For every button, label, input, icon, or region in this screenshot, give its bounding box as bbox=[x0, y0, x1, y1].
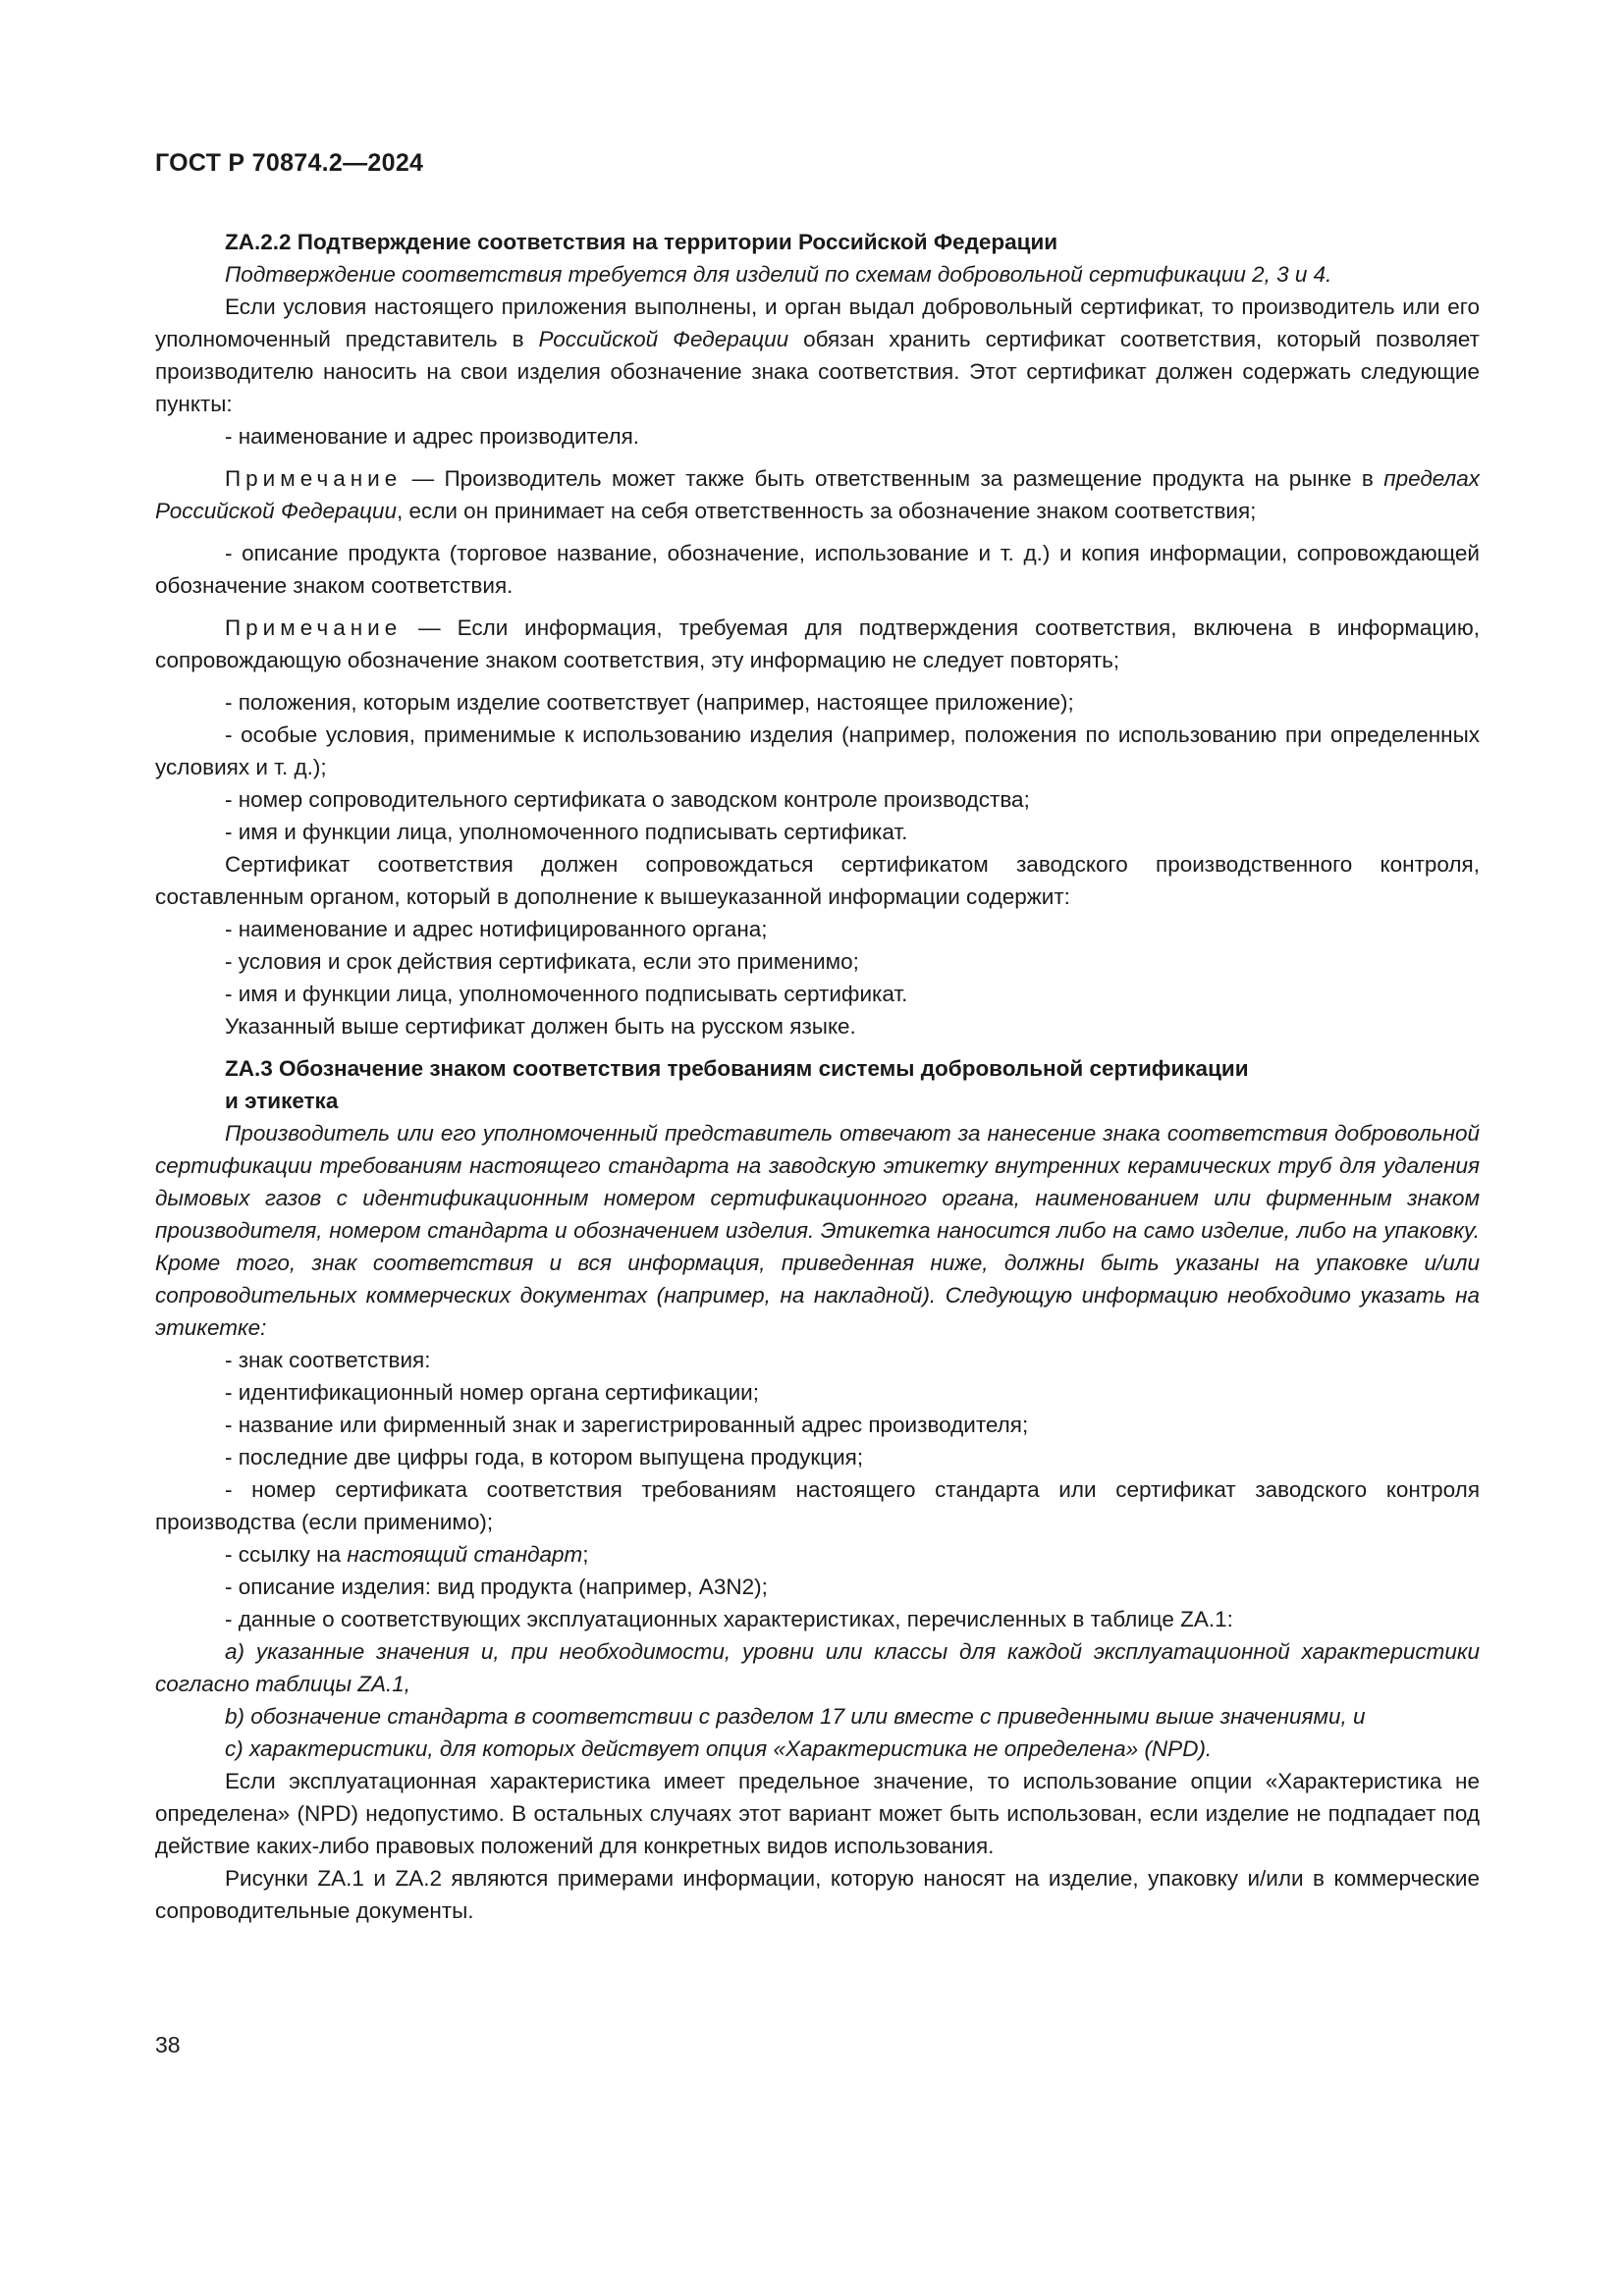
text-run: — Производитель может также быть ответственным за размещение продукта на рынке в bbox=[402, 466, 1384, 491]
list-item: - название или фирменный знак и зарегистрированный адрес производителя; bbox=[225, 1413, 1029, 1437]
text-run: - ссылку на bbox=[225, 1542, 348, 1567]
list-item: - последние две цифры года, в котором выпущена продукция; bbox=[225, 1445, 864, 1469]
list-item: - знак соответствия: bbox=[225, 1348, 431, 1372]
note-label: Примечание bbox=[225, 466, 403, 491]
list-item: - описание продукта (торговое название, обозначение, использование и т. д.) и копия информации, сопровождающей обозначение знаком соответствия. bbox=[155, 541, 1480, 598]
text-run: , если он принимает на себя ответственность за обозначение знаком соответствия; bbox=[396, 499, 1257, 523]
section-heading-za22: ZA.2.2 Подтверждение соответствия на территории Российской Федерации bbox=[225, 230, 1058, 254]
sub-item: b) обозначение стандарта в соответствии с разделом 17 или вместе с приведенными выше значениями, и bbox=[225, 1704, 1366, 1729]
text-run-italic: пределах Российской Федерации bbox=[155, 466, 1480, 523]
heading-line: и этикетка bbox=[225, 1089, 339, 1113]
list-item: - имя и функции лица, уполномоченного подписывать сертификат. bbox=[225, 982, 908, 1006]
list-item: - данные о соответствующих эксплуатационных характеристиках, перечисленных в таблице ZA.1: bbox=[225, 1607, 1233, 1631]
paragraph bbox=[155, 291, 1480, 420]
list-item bbox=[155, 1538, 1480, 1571]
text-run: ; bbox=[582, 1542, 589, 1567]
section-intro: Производитель или его уполномоченный представитель отвечают за нанесение знака соответствия добровольной сертификации требованиям настоящего стандарта на заводскую этикетку внутренних керамических труб для удаления дымовых газов с идентификационным номером сертификационного органа, наименованием или фирменным знаком производителя, номером стандарта и обозначением изделия. Этикетка наносится либо на само изделие, либо на упаковку. Кроме того, знак соответствия и вся информация, приведенная ниже, должны быть указаны на упаковке и/или сопроводительных коммерческих документах (например, на накладной). Следующую информацию необходимо указать на этикетке: bbox=[155, 1121, 1480, 1340]
list-item: - положения, которым изделие соответствует (например, настоящее приложение); bbox=[225, 690, 1074, 715]
list-item: - наименование и адрес производителя. bbox=[225, 424, 640, 449]
section-intro: Подтверждение соответствия требуется для изделий по схемам добровольной сертификации 2, 3 и 4. bbox=[225, 262, 1332, 287]
paragraph: Сертификат соответствия должен сопровождаться сертификатом заводского производственного контроля, составленным органом, который в дополнение к вышеуказанной информации содержит: bbox=[155, 852, 1480, 909]
list-item: - имя и функции лица, уполномоченного подписывать сертификат. bbox=[225, 820, 908, 844]
paragraph: Рисунки ZA.1 и ZA.2 являются примерами информации, которую наносят на изделие, упаковку и/или в коммерческие сопроводительные документы. bbox=[155, 1866, 1480, 1923]
document-id: ГОСТ Р 70874.2—2024 bbox=[155, 149, 424, 177]
note-label: Примечание bbox=[225, 615, 403, 640]
text-run: — Если информация, требуемая для подтверждения соответствия, включена в информацию, сопровождающую обозначение знаком соответствия, эту информацию не следует повторять; bbox=[155, 615, 1480, 672]
text-run-italic: настоящий стандарт bbox=[347, 1542, 583, 1567]
text-run-italic: Российской Федерации bbox=[538, 327, 789, 351]
sub-item: c) характеристики, для которых действует опция «Характеристика не определена» (NPD). bbox=[225, 1736, 1213, 1761]
list-item: - особые условия, применимые к использованию изделия (например, положения по использованию при определенных условиях и т. д.); bbox=[155, 722, 1480, 779]
page-number: 38 bbox=[155, 2032, 181, 2057]
list-item: - идентификационный номер органа сертификации; bbox=[225, 1380, 759, 1405]
heading-line: ZA.3 Обозначение знаком соответствия требованиям системы добровольной сертификации bbox=[225, 1056, 1249, 1081]
text-run: обязан хранить сертификат соответствия, который позволяет производителю наносить на свои изделия обозначение знака соответствия. Этот сертификат должен содержать следующие пункты: bbox=[155, 327, 1480, 416]
section-heading-za3 bbox=[155, 1052, 1480, 1117]
list-item: - условия и срок действия сертификата, если это применимо; bbox=[225, 949, 859, 974]
text-run: Если условия настоящего приложения выполнены, и орган выдал добровольный сертификат, то производитель или его уполномоченный представитель в bbox=[155, 294, 1480, 351]
paragraph: Указанный выше сертификат должен быть на русском языке. bbox=[225, 1014, 856, 1039]
list-item: - описание изделия: вид продукта (например, A3N2); bbox=[225, 1575, 768, 1599]
list-item: - номер сопроводительного сертификата о заводском контроле производства; bbox=[225, 787, 1030, 812]
note bbox=[155, 462, 1480, 527]
note bbox=[155, 612, 1480, 676]
list-item: - номер сертификата соответствия требованиям настоящего стандарта или сертификат заводского контроля производства (если применимо); bbox=[155, 1477, 1480, 1534]
list-item: - наименование и адрес нотифицированного органа; bbox=[225, 917, 768, 941]
paragraph: Если эксплуатационная характеристика имеет предельное значение, то использование опции «Характеристика не определена» (NPD) недопустимо. В остальных случаях этот вариант может быть использован, если изделие не подпадает под действие каких-либо правовых положений для конкретных видов использования. bbox=[155, 1769, 1480, 1858]
document-body bbox=[155, 226, 1480, 1927]
sub-item: a) указанные значения и, при необходимости, уровни или классы для каждой эксплуатационной характеристики согласно таблицы ZA.1, bbox=[155, 1639, 1480, 1696]
